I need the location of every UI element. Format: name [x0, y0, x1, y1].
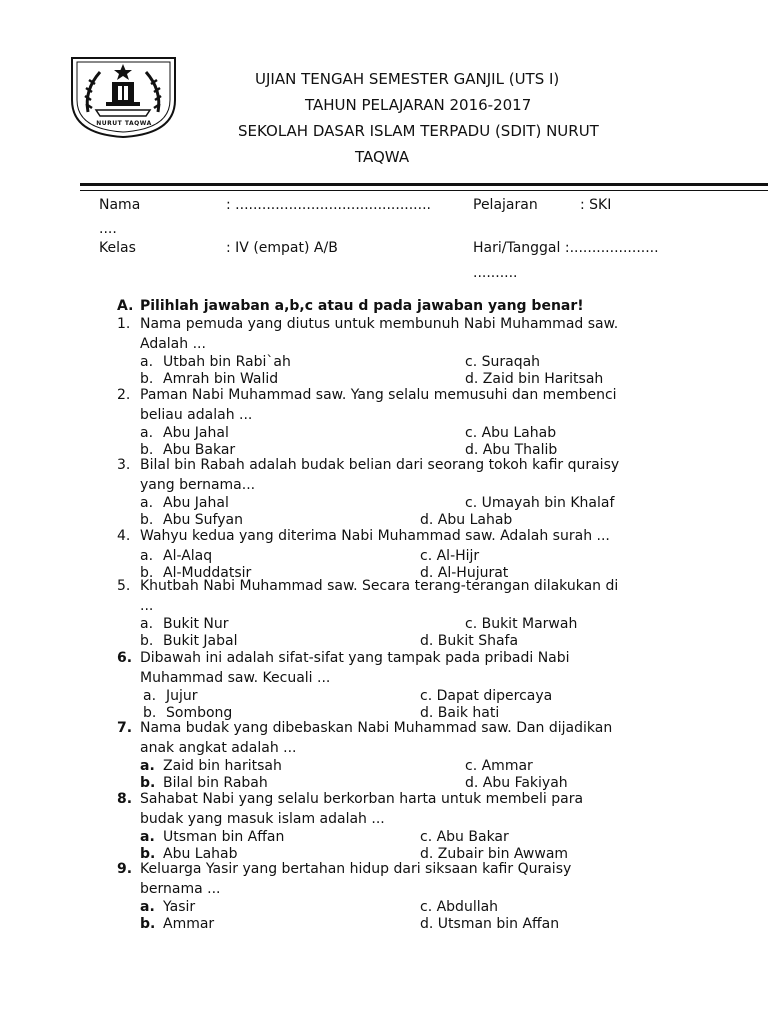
question-2-option-c: c. Abu Lahab: [465, 425, 557, 441]
question-2-option-d: d. Abu Thalib: [465, 442, 558, 458]
question-1-option-d: d. Zaid bin Haritsah: [465, 371, 604, 387]
exam-title: UJIAN TENGAH SEMESTER GANJIL (UTS I): [255, 70, 560, 88]
question-6-option-c: c. Dapat dipercaya: [420, 688, 553, 704]
question-1-option-a: Utbah bin Rabi`ah: [163, 354, 291, 370]
question-8-option-b: Abu Lahab: [163, 846, 238, 862]
nama-field-cont: ....: [99, 221, 117, 237]
question-9-option-c: c. Abdullah: [420, 899, 499, 915]
question-6-option-b: Sombong: [166, 705, 233, 721]
question-7-option-a: Zaid bin haritsah: [163, 758, 282, 774]
school-name-cont: TAQWA: [355, 148, 410, 166]
question-9-text: Keluarga Yasir yang bertahan hidup dari siksaan kafir Quraisy: [140, 861, 572, 877]
question-7-option-a-marker: a.: [140, 758, 155, 774]
question-4-option-b-marker: b.: [140, 565, 154, 581]
question-9-option-d: d. Utsman bin Affan: [420, 916, 560, 932]
question-4-option-a: Al-Alaq: [163, 548, 213, 564]
school-name: SEKOLAH DASAR ISLAM TERPADU (SDIT) NURUT: [238, 122, 599, 140]
question-6-text-cont: Muhammad saw. Kecuali ...: [140, 670, 331, 686]
question-5-option-c: c. Bukit Marwah: [465, 616, 578, 632]
question-3-option-b-marker: b.: [140, 512, 154, 528]
question-5-text: Khutbah Nabi Muhammad saw. Secara terang-terangan dilakukan di: [140, 578, 619, 594]
question-8-option-a: Utsman bin Affan: [163, 829, 285, 845]
question-3-option-c: c. Umayah bin Khalaf: [465, 495, 615, 511]
question-5-number: 5.: [117, 578, 131, 594]
kelas-label: Kelas: [99, 240, 136, 256]
question-7-option-b-marker: b.: [140, 775, 156, 791]
question-8-text: Sahabat Nabi yang selalu berkorban harta untuk membeli para: [140, 791, 584, 807]
question-3-text-cont: yang bernama...: [140, 477, 256, 493]
question-4-option-d: d. Al-Hujurat: [420, 565, 509, 581]
question-6-number: 6.: [117, 650, 133, 666]
hari-tanggal-field: Hari/Tanggal :....................: [473, 240, 659, 256]
question-7-number: 7.: [117, 720, 133, 736]
question-8-number: 8.: [117, 791, 133, 807]
question-5-option-b-marker: b.: [140, 633, 154, 649]
header-rule-thick: [80, 183, 768, 186]
logo-text: NURUT TAQWA: [96, 120, 152, 127]
question-3-option-d: d. Abu Lahab: [420, 512, 513, 528]
nama-label: Nama: [99, 197, 141, 213]
section-instructions: Pilihlah jawaban a,b,c atau d pada jawaban yang benar!: [140, 298, 584, 314]
question-9-option-b-marker: b.: [140, 916, 156, 932]
question-8-option-c: c. Abu Bakar: [420, 829, 509, 845]
question-1-option-a-marker: a.: [140, 354, 154, 370]
question-3-text: Bilal bin Rabah adalah budak belian dari seorang tokoh kafir quraisy: [140, 457, 620, 473]
question-6-option-a: Jujur: [166, 688, 198, 704]
question-1-number: 1.: [117, 316, 131, 332]
question-2-text: Paman Nabi Muhammad saw. Yang selalu memusuhi dan membenci: [140, 387, 617, 403]
question-4-option-b: Al-Muddatsir: [163, 565, 252, 581]
question-2-option-a-marker: a.: [140, 425, 154, 441]
question-5-text-cont: ...: [140, 598, 154, 614]
section-marker: A.: [117, 298, 134, 314]
school-logo: [66, 50, 181, 140]
question-3-option-a-marker: a.: [140, 495, 154, 511]
question-6-option-a-marker: a.: [143, 688, 157, 704]
question-1-option-b: Amrah bin Walid: [163, 371, 279, 387]
hari-tanggal-cont: ..........: [473, 265, 518, 281]
pelajaran-value: : SKI: [580, 197, 612, 213]
question-5-option-d: d. Bukit Shafa: [420, 633, 519, 649]
question-8-option-b-marker: b.: [140, 846, 156, 862]
question-7-option-c: c. Ammar: [465, 758, 533, 774]
question-6-text: Dibawah ini adalah sifat-sifat yang tampak pada pribadi Nabi: [140, 650, 570, 666]
question-1-option-b-marker: b.: [140, 371, 154, 387]
pelajaran-label: Pelajaran: [473, 197, 538, 213]
question-4-number: 4.: [117, 528, 131, 544]
question-7-text-cont: anak angkat adalah ...: [140, 740, 297, 756]
question-9-option-b: Ammar: [163, 916, 215, 932]
question-3-number: 3.: [117, 457, 131, 473]
question-9-number: 9.: [117, 861, 133, 877]
question-5-option-a: Bukit Nur: [163, 616, 229, 632]
question-3-option-b: Abu Sufyan: [163, 512, 243, 528]
question-4-option-c: c. Al-Hijr: [420, 548, 480, 564]
question-7-text: Nama budak yang dibebaskan Nabi Muhammad saw. Dan dijadikan: [140, 720, 613, 736]
question-1-text: Nama pemuda yang diutus untuk membunuh Nabi Muhammad saw.: [140, 316, 619, 332]
question-6-option-b-marker: b.: [143, 705, 157, 721]
question-6-option-d: d. Baik hati: [420, 705, 500, 721]
question-2-text-cont: beliau adalah ...: [140, 407, 253, 423]
nama-field: : ............................................: [226, 197, 431, 213]
question-2-option-b: Abu Bakar: [163, 442, 236, 458]
question-4-option-a-marker: a.: [140, 548, 154, 564]
question-2-option-a: Abu Jahal: [163, 425, 229, 441]
question-5-option-a-marker: a.: [140, 616, 154, 632]
kelas-value: : IV (empat) A/B: [226, 240, 338, 256]
question-2-option-b-marker: b.: [140, 442, 154, 458]
question-1-option-c: c. Suraqah: [465, 354, 541, 370]
question-4-text: Wahyu kedua yang diterima Nabi Muhammad saw. Adalah surah ...: [140, 528, 610, 544]
question-2-number: 2.: [117, 387, 131, 403]
question-1-text-cont: Adalah ...: [140, 336, 206, 352]
question-3-option-a: Abu Jahal: [163, 495, 229, 511]
question-9-option-a-marker: a.: [140, 899, 155, 915]
question-8-text-cont: budak yang masuk islam adalah ...: [140, 811, 385, 827]
question-7-option-d: d. Abu Fakiyah: [465, 775, 568, 791]
academic-year: TAHUN PELAJARAN 2016-2017: [305, 96, 532, 114]
question-9-option-a: Yasir: [163, 899, 196, 915]
question-9-text-cont: bernama ...: [140, 881, 221, 897]
question-8-option-d: d. Zubair bin Awwam: [420, 846, 569, 862]
question-7-option-b: Bilal bin Rabah: [163, 775, 268, 791]
header-rule-thin: [80, 190, 768, 191]
question-8-option-a-marker: a.: [140, 829, 155, 845]
question-5-option-b: Bukit Jabal: [163, 633, 238, 649]
